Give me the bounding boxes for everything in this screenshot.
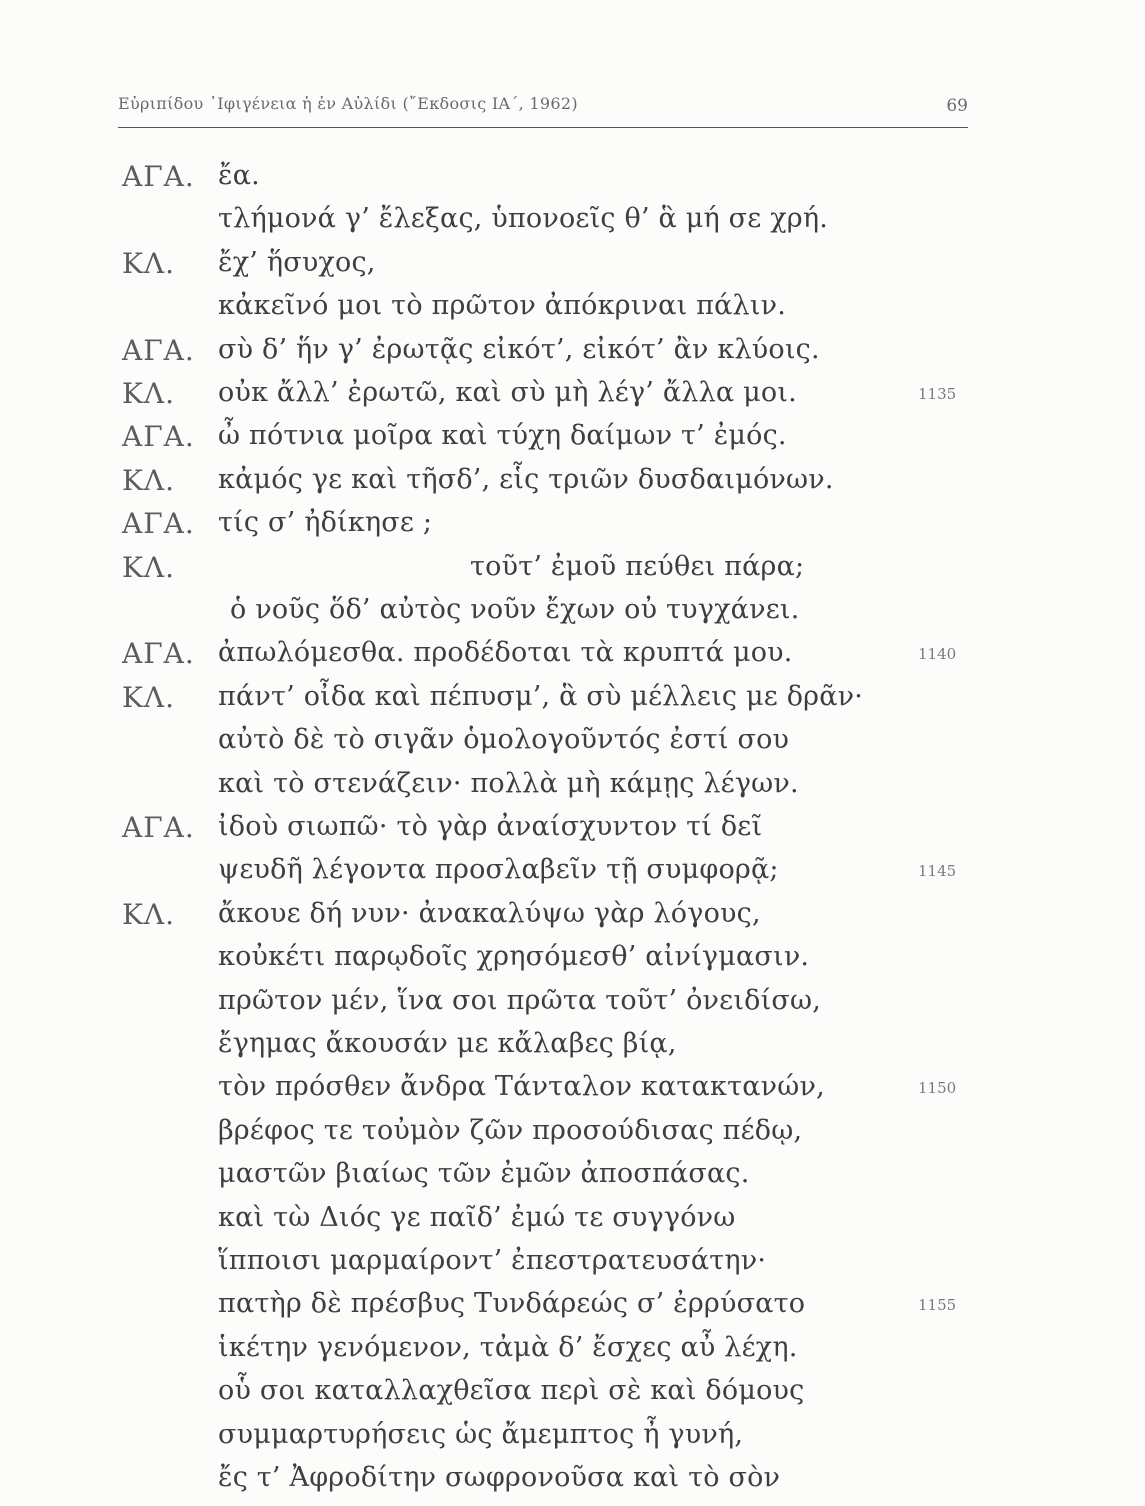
verse-text: ἀπωλόμεσθα. προδέδοται τὰ κρυπτά μου.: [218, 637, 793, 669]
line-number: 1140: [918, 645, 957, 664]
line-number: 1150: [918, 1079, 957, 1098]
verse-text: βρέφος τε τοὐμὸν ζῶν προσούδισας πέδῳ,: [218, 1114, 803, 1146]
verse-line: [0, 247, 1145, 291]
verse-line: [0, 551, 1145, 595]
verse-text: τὸν πρόσθεν ἄνδρα Τάνταλον κατακτανών,: [218, 1071, 825, 1103]
verse-line: [0, 1115, 1145, 1159]
verse-line: [0, 1419, 1145, 1463]
verse-text: τίς σ’ ἠδίκησε ;: [218, 507, 433, 539]
verse-text: κἀκεῖνό μοι τὸ πρῶτον ἀπόκριναι πάλιν.: [218, 290, 787, 322]
speaker-label: ΚΛ.: [122, 550, 176, 584]
verse-text: ὁ νοῦς ὅδ’ αὐτὸς νοῦν ἔχων οὐ τυγχάνει.: [230, 594, 800, 625]
speaker-label: ΑΓΑ.: [122, 507, 195, 541]
speaker-label: ΚΛ.: [122, 377, 176, 410]
verse-line: [0, 1288, 1145, 1332]
verse-text: καὶ τὼ Διός γε παῖδ’ ἐμώ τε συγγόνω: [218, 1201, 736, 1233]
verse-line: [0, 1202, 1145, 1246]
verse-text: πάντ’ οἶδα καὶ πέπυσμ’, ἃ σὺ μέλλεις με δρᾶν·: [218, 680, 864, 712]
verse-text: κοὐκέτι παρῳδοῖς χρησόμεσθ’ αἰνίγμασιν.: [218, 941, 810, 973]
verse-line: [0, 1158, 1145, 1202]
verse-text: καὶ τὸ στενάζειν· πολλὰ μὴ κάμῃς λέγων.: [218, 767, 799, 799]
verse-line: [0, 681, 1145, 725]
verse-text: τλήμονά γ’ ἔλεξας, ὑπονοεῖς θ’ ἃ μή σε χρή.: [218, 203, 829, 235]
verse-line: [0, 594, 1145, 638]
verse-line: [0, 290, 1145, 334]
verse-line: [0, 854, 1145, 898]
running-title: Εὐριπίδου ᾿Ιφιγένεια ἡ ἐν Αὐλίδι (῎Εκδοσις ΙΑ΄, 1962): [118, 94, 578, 113]
verse-text: σὺ δ’ ἥν γ’ ἐρωτᾷς εἰκότ’, εἰκότ’ ἂν κλύοις.: [218, 333, 820, 365]
verse-line: [0, 1332, 1145, 1376]
speaker-label: ΑΓΑ.: [122, 811, 195, 844]
verse-line: [0, 1462, 1145, 1506]
verse-text: ἔγημας ἄκουσάν με κἄλαβες βίᾳ,: [218, 1028, 677, 1059]
verse-text: μαστῶν βιαίως τῶν ἐμῶν ἀποσπάσας.: [218, 1158, 750, 1190]
verse-text: ἵπποισι μαρμαίροντ’ ἐπεστρατευσάτην·: [218, 1245, 767, 1276]
verse-line: [0, 464, 1145, 508]
verse-text: ἱκέτην γενόμενον, τἀμὰ δ’ ἔσχες αὖ λέχη.: [218, 1331, 798, 1363]
verse-text: οὗ σοι καταλλαχθεῖσα περὶ σὲ καὶ δόμους: [218, 1375, 805, 1407]
speaker-label: ΑΓΑ.: [122, 160, 195, 193]
line-number: 1135: [918, 385, 957, 403]
speaker-label: ΑΓΑ.: [122, 420, 195, 454]
speaker-label: ΑΓΑ.: [122, 637, 195, 671]
verse-line: [0, 898, 1145, 942]
speaker-label: ΑΓΑ.: [122, 333, 195, 367]
verse-text: κἀμός γε καὶ τῆσδ’, εἷς τριῶν δυσδαιμόνων.: [218, 463, 834, 495]
verse-line: [0, 160, 1145, 204]
verse-text: ἔα.: [218, 160, 260, 191]
verse-line: [0, 377, 1145, 421]
speaker-label: ΚΛ.: [122, 680, 176, 714]
verse-line: [0, 420, 1145, 464]
verse-line: [0, 1028, 1145, 1072]
verse-line: [0, 1071, 1145, 1115]
verse-text: οὐκ ἄλλ’ ἐρωτῶ, καὶ σὺ μὴ λέγ’ ἄλλα μοι.: [218, 377, 797, 408]
verse-line: [0, 1245, 1145, 1289]
verse-line: [0, 811, 1145, 855]
verse-line: [0, 985, 1145, 1029]
verse-line: [0, 941, 1145, 985]
verse-text: αὐτὸ δὲ τὸ σιγᾶν ὁμολογοῦντός ἐστί σου: [218, 724, 790, 756]
verse-line: [0, 768, 1145, 812]
verse-line: [0, 637, 1145, 681]
page-number: 69: [946, 96, 968, 116]
line-number: 1145: [918, 862, 957, 881]
verse-text: πατὴρ δὲ πρέσβυς Τυνδάρεώς σ’ ἐρρύσατο: [218, 1288, 806, 1320]
verse-text: ἰδοὺ σιωπῶ· τὸ γὰρ ἀναίσχυντον τί δεῖ: [218, 811, 763, 842]
speaker-label: ΚΛ.: [122, 246, 176, 280]
verse-line: [0, 1375, 1145, 1419]
verse-text: ἄκουε δή νυν· ἀνακαλύψω γὰρ λόγους,: [218, 897, 761, 929]
speaker-label: ΚΛ.: [122, 463, 176, 497]
verse-line: [0, 203, 1145, 247]
verse-text: πρῶτον μέν, ἵνα σοι πρῶτα τοῦτ’ ὀνειδίσω,: [218, 984, 822, 1016]
speaker-label: ΚΛ.: [122, 897, 176, 931]
verse-text: συμμαρτυρήσεις ὡς ἄμεμπτος ἦ γυνή,: [218, 1418, 744, 1450]
verse-line: [0, 507, 1145, 551]
verse-text: ὦ πότνια μοῖρα καὶ τύχη δαίμων τ’ ἐμός.: [218, 420, 787, 452]
verse-line: [0, 724, 1145, 768]
verse-text: τοῦτ’ ἐμοῦ πεύθει πάρα;: [470, 550, 805, 582]
verse-text: ἔχ’ ἥσυχος,: [218, 246, 376, 278]
line-number: 1155: [918, 1296, 957, 1315]
verse-text: ἔς τ’ Ἀφροδίτην σωφρονοῦσα καὶ τὸ σὸν: [218, 1462, 781, 1493]
verse-line: [0, 334, 1145, 378]
verse-text: ψευδῆ λέγοντα προσλαβεῖν τῇ συμφορᾷ;: [218, 854, 779, 886]
